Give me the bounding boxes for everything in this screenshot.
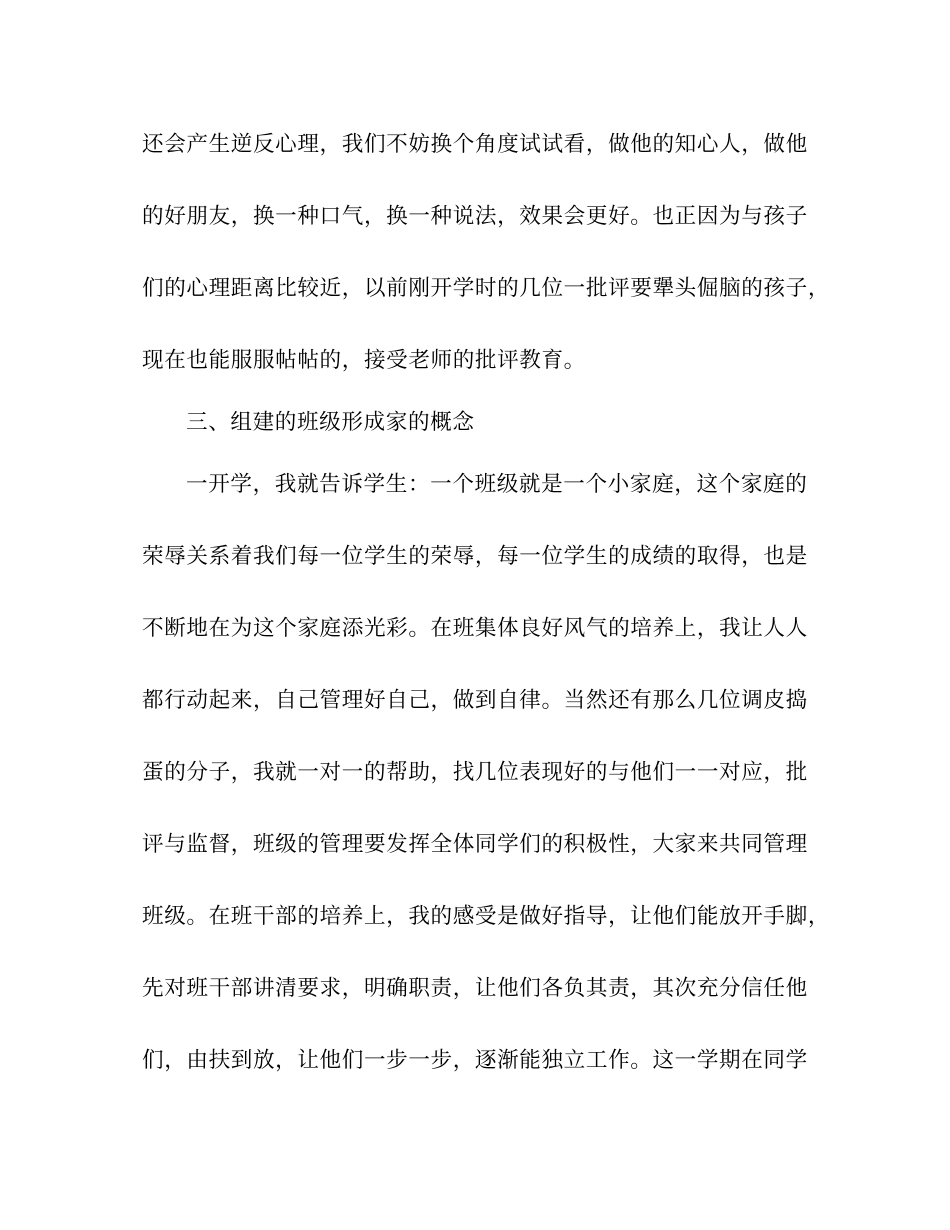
text-line: 评与监督，班级的管理要发挥全体同学们的积极性，大家来共同管理: [142, 832, 808, 857]
text-line: 不断地在为这个家庭添光彩。在班集体良好风气的培养上，我让人人: [142, 616, 808, 641]
text-line: 荣辱关系着我们每一位学生的荣辱，每一位学生的成绩的取得，也是: [142, 544, 808, 569]
paragraph-first-line: 一开学，我就告诉学生：一个班级就是一个小家庭，这个家庭的: [186, 472, 808, 497]
text-line: 都行动起来，自己管理好自己，做到自律。当然还有那么几位调皮捣: [142, 688, 808, 713]
text-line: 蛋的分子，我就一对一的帮助，找几位表现好的与他们一一对应，批: [142, 760, 808, 785]
text-line: 先对班干部讲清要求，明确职责，让他们各负其责，其次充分信任他: [142, 976, 808, 1001]
text-line: 的好朋友，换一种口气，换一种说法，效果会更好。也正因为与孩子: [142, 204, 808, 229]
text-line: 还会产生逆反心理，我们不妨换个角度试试看，做他的知心人，做他: [142, 132, 808, 157]
section-heading: 三、组建的班级形成家的概念: [186, 410, 475, 435]
text-line: 们的心理距离比较近，以前刚开学时的几位一批评要犟头倔脑的孩子，: [142, 276, 831, 301]
text-line: 班级。在班干部的培养上，我的感受是做好指导，让他们能放开手脚，: [142, 904, 831, 929]
text-line: 现在也能服服帖帖的，接受老师的批评教育。: [142, 348, 586, 373]
text-line: 们，由扶到放，让他们一步一步，逐渐能独立工作。这一学期在同学: [142, 1048, 808, 1073]
